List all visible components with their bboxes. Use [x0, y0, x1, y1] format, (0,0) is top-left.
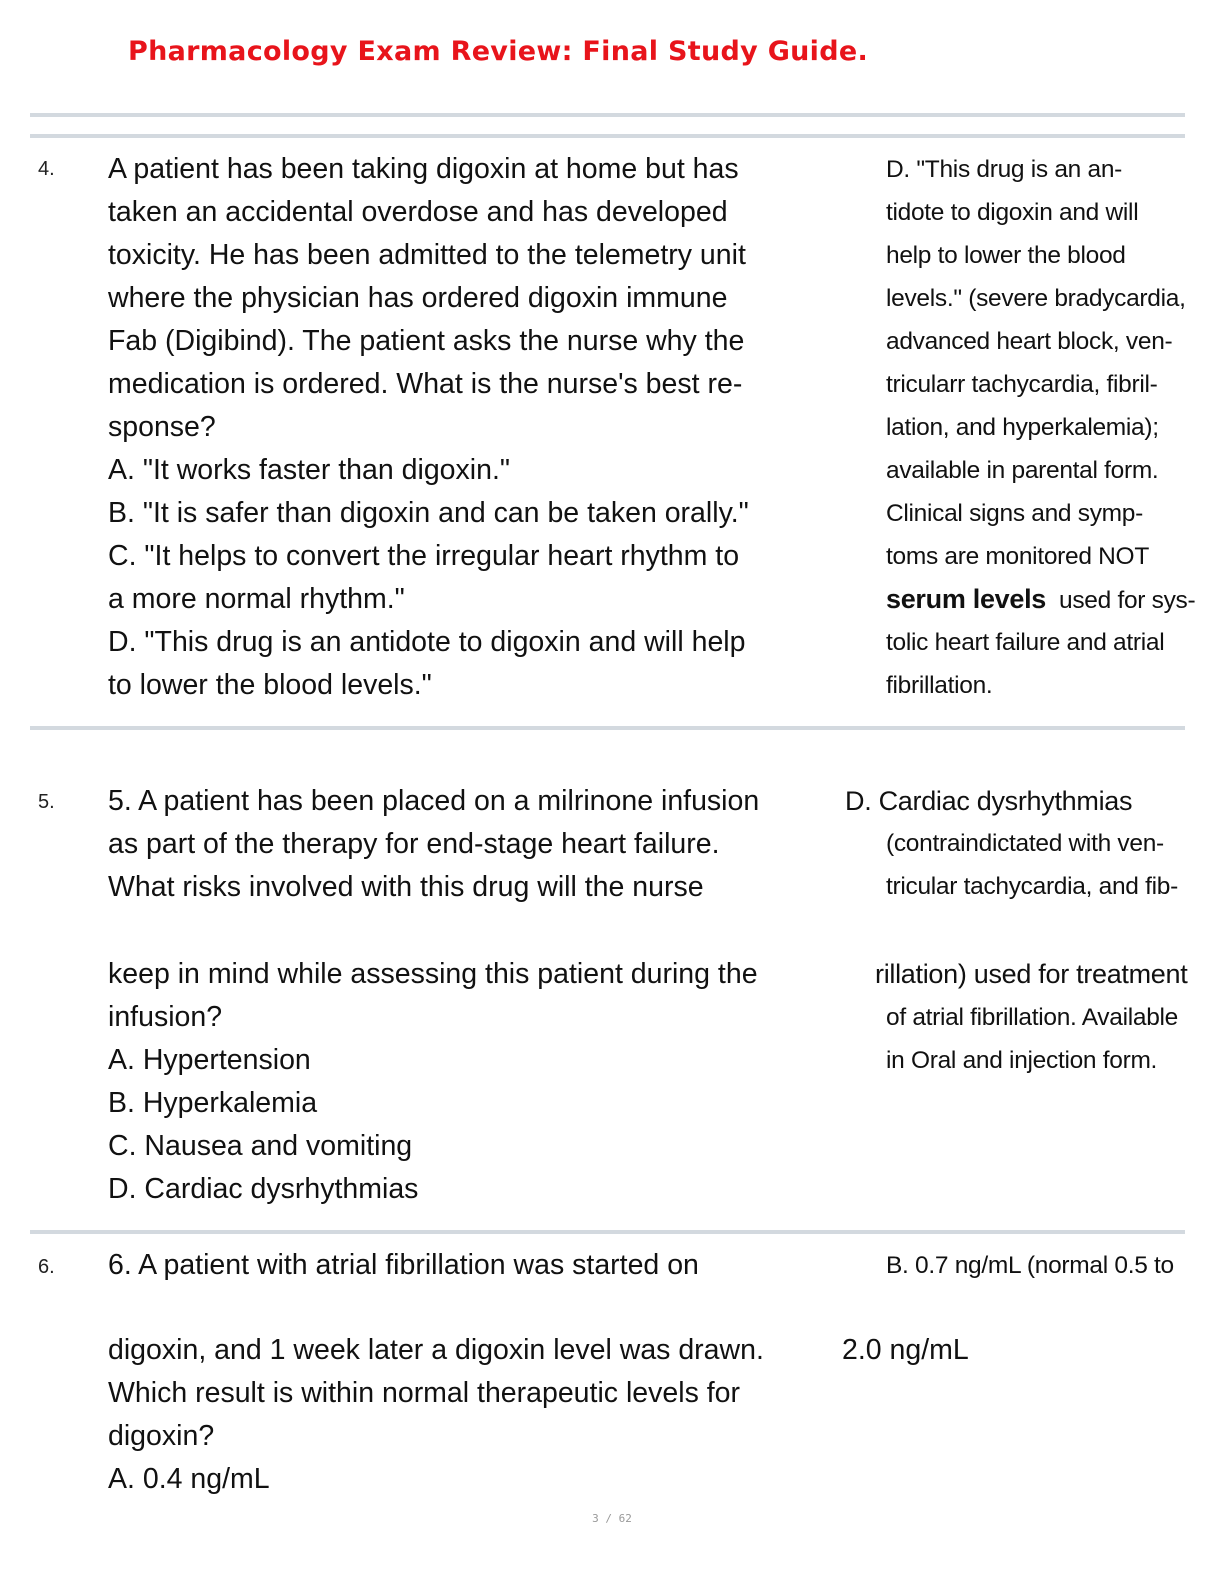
answer-5-inline: rillation) used for treatment [875, 959, 1188, 989]
question-5-text-top [108, 780, 759, 909]
answer-line: tolic heart failure and atrial [886, 629, 1165, 656]
answer-6-first: B. 0.7 ng/mL (normal 0.5 to [886, 1252, 1174, 1279]
question-6-text-bottom [108, 1329, 764, 1501]
answer-5-first: D. Cardiac dysrhythmias [845, 786, 1133, 816]
question-line: taken an accidental overdose and has developed [108, 196, 728, 228]
question-line: What risks involved with this drug will the nurse [108, 871, 704, 903]
answer-line: tricular tachycardia, and fib- [886, 873, 1178, 900]
question-line: sponse? [108, 411, 216, 443]
answer-5-text-bottom [886, 996, 1178, 1082]
answer-line: Clinical signs and symp- [886, 500, 1143, 527]
question-line: infusion? [108, 1001, 223, 1033]
option-b: B. "It is safer than digoxin and can be taken orally." [108, 497, 749, 529]
question-line: toxicity. He has been admitted to the telemetry unit [108, 239, 746, 271]
section-divider [30, 726, 1185, 730]
header-divider-top [30, 113, 1185, 117]
question-line: A patient has been taking digoxin at home but has [108, 153, 739, 185]
option-c: C. Nausea and vomiting [108, 1130, 413, 1162]
answer-line: (contraindictated with ven- [886, 830, 1164, 857]
answer-line: available in parental form. [886, 457, 1159, 484]
option-d: D. "This drug is an antidote to digoxin and will help [108, 626, 746, 658]
answer-line: fibrillation. [886, 672, 993, 699]
answer-line: help to lower the blood [886, 242, 1126, 269]
question-number: 6. [38, 1256, 55, 1278]
answer-5-text-top [886, 822, 1178, 908]
header-divider-bottom [30, 134, 1185, 138]
answer-6-inline: 2.0 ng/mL [842, 1334, 969, 1366]
answer-line [886, 578, 1195, 621]
question-line: digoxin, and 1 week later a digoxin level was drawn. [108, 1334, 764, 1366]
option-a: A. Hypertension [108, 1044, 311, 1076]
question-line: Fab (Digibind). The patient asks the nurse why the [108, 325, 745, 357]
answer-line: in Oral and injection form. [886, 1047, 1158, 1074]
option-b: B. Hyperkalemia [108, 1087, 318, 1119]
question-number: 4. [38, 158, 55, 180]
question-line: as part of the therapy for end-stage heart failure. [108, 828, 720, 860]
answer-line: of atrial fibrillation. Available [886, 1004, 1178, 1031]
page-number: 3 / 62 [592, 1512, 632, 1525]
question-number: 5. [38, 791, 55, 813]
question-line: Which result is within normal therapeutic levels for [108, 1377, 740, 1409]
question-5-text-bottom [108, 953, 758, 1211]
option-d-continued: to lower the blood levels." [108, 669, 432, 701]
answer-text: used for sys- [1046, 587, 1196, 614]
option-d: D. Cardiac dysrhythmias [108, 1173, 419, 1205]
answer-line: advanced heart block, ven- [886, 328, 1173, 355]
question-4-text [108, 148, 749, 707]
answer-line: D. "This drug is an an- [886, 156, 1123, 183]
answer-4-text [886, 148, 1195, 707]
page-title: Pharmacology Exam Review: Final Study Guide. [128, 36, 869, 67]
answer-line: tidote to digoxin and will [886, 199, 1139, 226]
question-line: medication is ordered. What is the nurse's best re- [108, 368, 743, 400]
question-line: 6. A patient with atrial fibrillation was started on [108, 1249, 699, 1281]
option-c-continued: a more normal rhythm." [108, 583, 405, 615]
answer-line: toms are monitored NOT [886, 543, 1149, 570]
question-line: where the physician has ordered digoxin immune [108, 282, 728, 314]
question-line: keep in mind while assessing this patient during the [108, 958, 758, 990]
question-line: 5. A patient has been placed on a milrinone infusion [108, 785, 760, 817]
answer-line: lation, and hyperkalemia); [886, 414, 1159, 441]
section-divider [30, 1230, 1185, 1234]
answer-line: tricularr tachycardia, fibril- [886, 371, 1158, 398]
answer-bold-term: serum levels [886, 584, 1047, 614]
question-6-text-top [108, 1244, 699, 1287]
answer-line: levels." (severe bradycardia, [886, 285, 1186, 312]
option-a: A. 0.4 ng/mL [108, 1463, 270, 1495]
question-line: digoxin? [108, 1420, 215, 1452]
option-c: C. "It helps to convert the irregular heart rhythm to [108, 540, 740, 572]
option-a: A. "It works faster than digoxin." [108, 454, 510, 486]
